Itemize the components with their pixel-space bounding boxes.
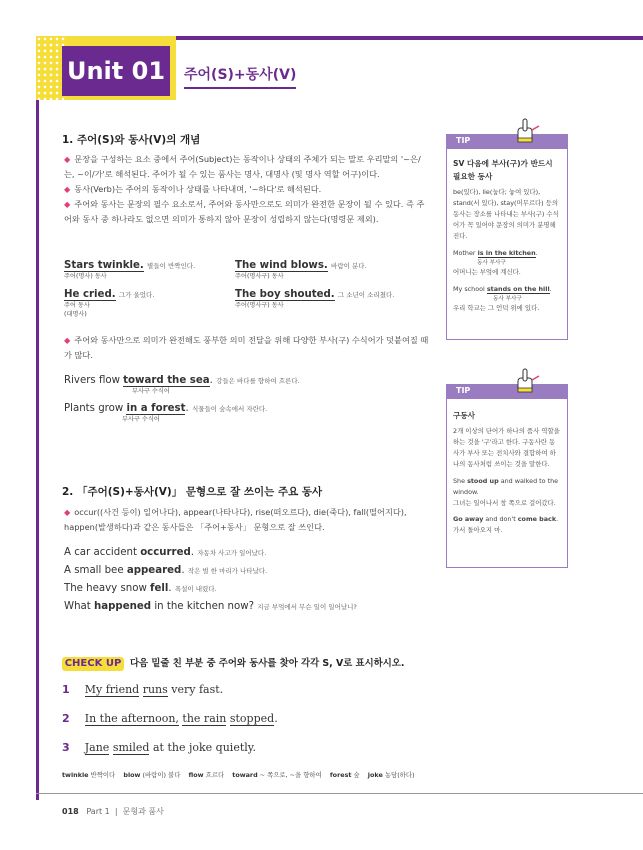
tip2-box: 구동사 2개 이상의 단어가 하나의 품사 역할을 하는 것을 '구'라고 한다. 구동사란 동사가 부사 또는 전치사와 결합하여 하나의 동사처럼 쓰이는 것을 말한다. She stood up and walked to the window. 그녀는 일어나서 창 쪽으로 걸어갔다. Go away and don't come back. 가서 돌아오지 마.: [446, 398, 568, 568]
example-adverbial-1: Rivers flow toward the sea. 강들은 바다를 향하여 흐른다. 부사구 수식어: [64, 375, 300, 395]
verb-examples: [64, 544, 357, 616]
bullet-item: ◆ occur((사건 등이) 일어나다), appear(나타나다), rise(떠오르다), die(죽다), fall(떨어지다), happen(발생하다)과 같은 동사들은 「주어+동사」 문형으로 잘 쓰인다.: [64, 507, 407, 532]
tip2-example-1: She stood up and walked to the window.: [453, 477, 559, 496]
bullet-item: ◆ 동사(Verb)는 주어의 동작이나 상태를 나타내며, '~하다'로 해석된다.: [64, 184, 322, 194]
section2-heading: 2. 「주어(S)+동사(V)」 문형으로 잘 쓰이는 주요 동사: [62, 486, 323, 498]
vocab-list: twinkle 반짝이다 blow (바람이) 불다 flow 흐르다 toward ~ 쪽으로, ~을 향하여 forest 숲 joke 농담(하다): [62, 771, 415, 779]
example-1: Stars twinkle. 별들이 반짝인다. 주어(명사) 동사: [64, 260, 196, 280]
exercise-item: 1 My friend runs very fast.: [62, 683, 224, 696]
checkup-instruction: 다음 밑줄 친 부분 중 주어와 동사를 찾아 각각 S, V로 표시하시오.: [130, 658, 405, 669]
example-2: The wind blows. 바람이 분다. 주어(명사구) 동사: [235, 260, 367, 280]
verb-example: A small bee appeared. 작은 벌 한 마리가 나타났다.: [64, 565, 268, 576]
example-3: He cried. 그가 울었다. 주어 동사 (대명사): [64, 289, 155, 318]
unit-title: 주어(S)+동사(V): [184, 64, 296, 89]
tip1-label: TIP: [446, 134, 568, 148]
verb-example: A car accident occurred. 자동차 사고가 일어났다.: [64, 547, 267, 558]
tip1-example-2: My school stands on the hill.: [453, 285, 552, 293]
page-number: 018: [62, 807, 79, 816]
verb-example: What happened in the kitchen now? 지금 부엌에서 무슨 일이 일어났니?: [64, 601, 357, 612]
footer-divider: [36, 793, 643, 794]
example-adverbial-2: Plants grow in a forest. 식물들이 숲속에서 자란다. 부사구 수식어: [64, 403, 268, 423]
footer: [62, 806, 164, 817]
tip1-example-1: Mother is in the kitchen.: [453, 249, 538, 257]
footer-part: Part 1: [86, 807, 110, 816]
section1-heading: 1. 주어(S)와 동사(V)의 개념: [62, 134, 201, 146]
bullet-list: [64, 152, 430, 227]
bullet-item: ◆ 주어와 동사는 문장의 필수 요소로서, 주어와 동사만으로도 의미가 완전한 문장이 될 수 있다. 즉 주어와 동사 중 하나라도 없으면 의미가 통하지 않아 문장이 성립하지 않는다(명령문 제외).: [64, 199, 425, 224]
tip1-box: SV 다음에 부사(구)가 반드시 필요한 동사 be(있다), lie(눕다; 놓여 있다), stand(서 있다), stay(머무르다) 등의 동사는 장소를 나타내는 부사(구) 수식어가 꼭 있어야 문장의 의미가 분명해진다. Mother is in the kitchen. 동사 부사구 어머니는 부엌에 계신다. My school stands on the hill. 동사 부사구 우리 학교는 그 언덕 위에 있다.: [446, 148, 568, 340]
pointing-hand-icon: [512, 118, 540, 144]
unit-label: Unit 01: [66, 57, 166, 85]
footer-separator: |: [114, 807, 118, 816]
bullet-item: ◆ 문장을 구성하는 요소 중에서 주어(Subject)는 동작이나 상태의 주체가 되는 말로 우리말의 '~은/는, ~이/가'로 해석된다. 주어가 될 수 있는 품사는 명사, 대명사 (및 명사 역할 어구)이다.: [64, 154, 421, 179]
example-4: The boy shouted. 그 소년이 소리쳤다. 주어(명사구) 동사: [235, 289, 395, 309]
bullet-item: ◆ 주어와 동사만으로 의미가 완전해도 풍부한 의미 전달을 위해 다양한 부사(구) 수식어가 덧붙여질 때가 많다.: [64, 335, 429, 360]
pointing-hand-icon: [512, 368, 540, 394]
checkup-badge: CHECK UP: [62, 657, 124, 671]
exercise-item: 3 Jane smiled at the joke quietly.: [62, 741, 257, 754]
tip2-example-2: Go away and don't come back.: [453, 515, 559, 523]
tip2-label: TIP: [446, 384, 568, 398]
exercise-item: 2 In the afternoon, the rain stopped.: [62, 712, 278, 725]
verb-example: The heavy snow fell. 폭설이 내렸다.: [64, 583, 217, 594]
footer-chapter: 문형과 품사: [122, 807, 164, 816]
